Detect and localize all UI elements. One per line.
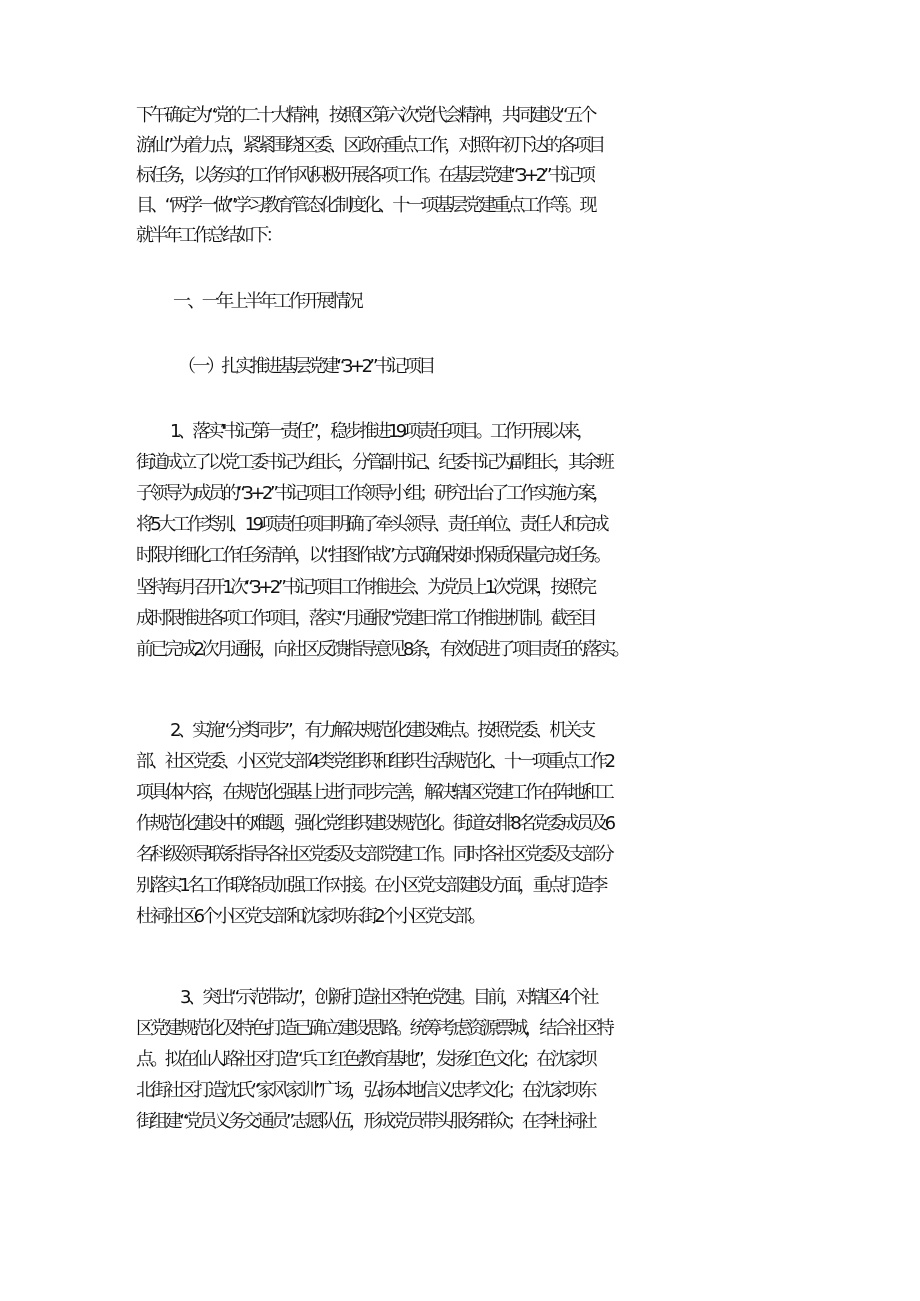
para3-line-3: 点。拟在仙人路社区打造“兵工红色教育基地”，发扬红色文化；在沈家坝 xyxy=(136,1049,594,1070)
section-heading: 一、一年上半年工作开展情况 xyxy=(173,291,361,312)
para3-line-1: 3、突出“示范带动”，创新打造社区特色党建。目前，对辖区4个社 xyxy=(180,987,596,1008)
para2-line-1: 2、实施“分类同步”，有力解决规范化建设难点。按照党委、机关支 xyxy=(170,720,593,741)
para1-line-3: 子领导为成员的“3+2”书记项目工作领导小组；研究出台了工作实施方案， xyxy=(136,483,607,504)
para3-line-2: 区党建规范化及特色打造已确立建设思路。统筹考虑资源票城，结合社区特 xyxy=(136,1018,612,1039)
para3-line-4: 北街社区打造沈氏“家风家训”广场，弘扬本地信义忠孝文化；在沈家坝东 xyxy=(136,1080,594,1101)
para2-line-3: 项具体内容，在规范化强基上进行同步完善，解决辖区党建工作在阵地和工 xyxy=(136,782,612,803)
intro-line-1: 下午确定为“党的二十大精神，按照区第六次党代会精神，共同建设“五个 xyxy=(136,105,594,126)
para2-line-2: 部、社区党委、小区党支部4类党组织和组织生活规范化、十一项重点工作2 xyxy=(136,751,613,772)
intro-line-4: 目、“两学一做”学习教育管态化制度化、十一项基层党建重点工作等。现 xyxy=(136,195,594,216)
subsection-heading: （一）扎实推进基层党建“3+2”书记项目 xyxy=(178,356,433,377)
para1-line-5: 时限并细化工作任务清单，以“挂图作战”方式确保按时保质保量完成任务。 xyxy=(136,545,609,566)
intro-line-3: 标任务，以务实的工作作风积极开展各项工作。在基层党建“3+2”书记项 xyxy=(136,165,593,186)
para2-line-4: 作规范化建设中的难题，强化党组织建设规范化。街道安排8名党委成员及6 xyxy=(136,813,613,834)
para3-line-5: 街组建“党员义务交通员”志愿队伍，形成党员带头服务群众；在李杜祠社 xyxy=(136,1111,594,1132)
para1-line-6: 坚持每月召开1次“3+2”书记项目工作推进会、为党员上1次党课，按照完 xyxy=(136,577,594,598)
para1-line-8: 前已完成2次月通报，向社区反馈指导意见8条，有效促进了项目责任的落实。 xyxy=(136,639,627,660)
para1-line-4: 将5大工作类别、19项责任项目明确了牵头领导、责任单位、责任人和完成 xyxy=(136,514,606,535)
intro-line-2: 游仙”为着力点，紧紧围绕区委、区政府重点工作，对照年初下达的各项目 xyxy=(136,135,603,156)
para2-line-7: 杜祠社区6个小区党支部和沈家坝东街2个小区党支部。 xyxy=(136,906,483,927)
intro-line-5: 就半年工作总结如下： xyxy=(136,225,280,246)
para2-line-5: 名科级领导联系指导各社区党委及支部党建工作。同时各社区党委及支部分 xyxy=(136,844,612,865)
para1-line-1: 1、落实''书记第一责任”，稳步推进19项责任项目。工作开展以来， xyxy=(170,421,591,442)
para1-line-7: 成时限推进各项工作项目，落实“月通报”党建日常工作推进机制。截至目 xyxy=(136,608,594,629)
para1-line-2: 街道成立了以党工委书记为组长，分管副书记、纪委书记为副组长，其余班 xyxy=(136,452,612,473)
para2-line-6: 别落实1名工作联络员加强工作对接。在小区党支部建设方面，重点打造李 xyxy=(136,875,605,896)
